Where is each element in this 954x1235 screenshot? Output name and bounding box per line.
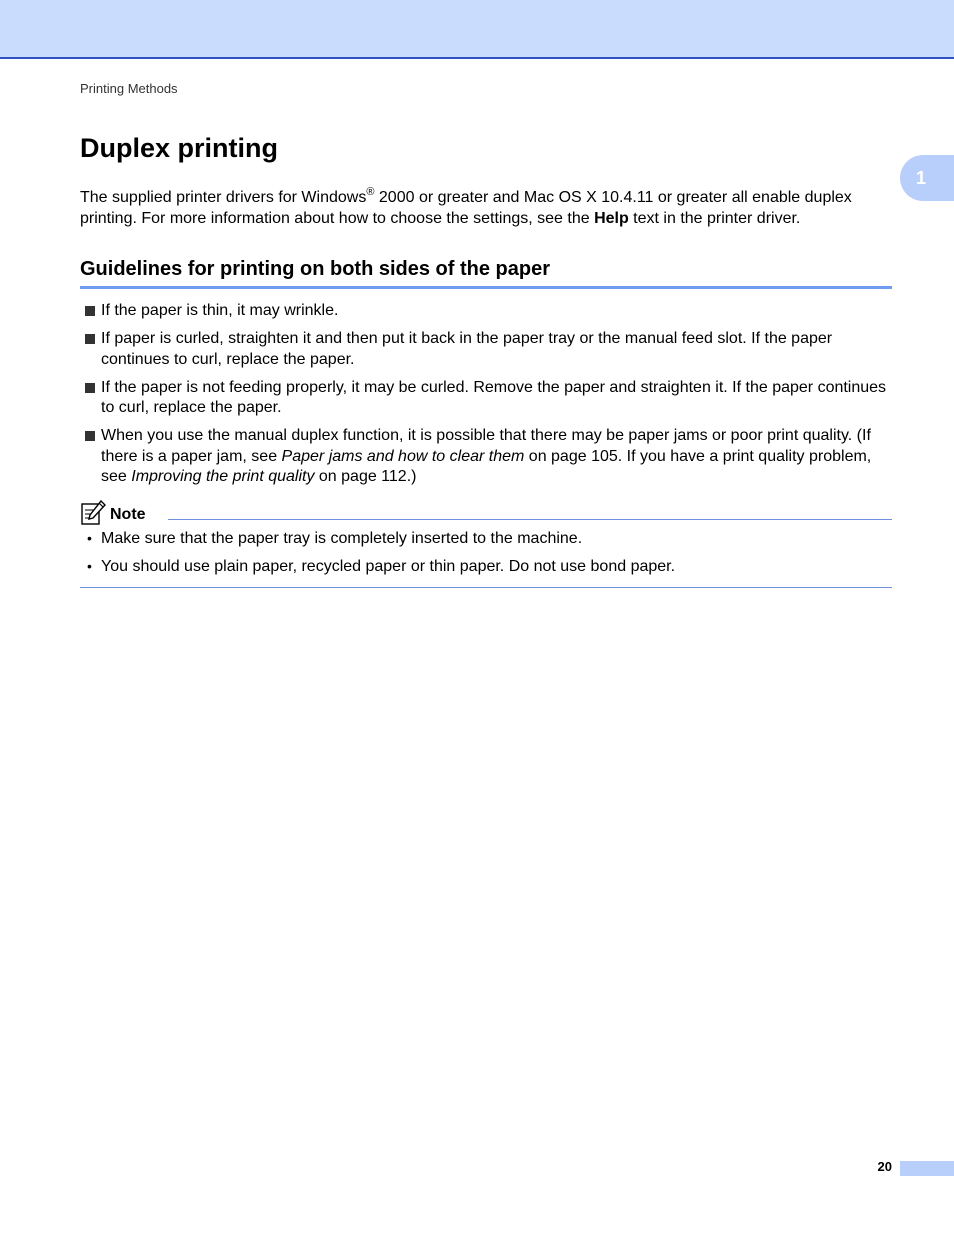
list-item (80, 426, 892, 488)
note-divider (168, 519, 892, 520)
chapter-number: 1 (916, 167, 927, 188)
link-paper-jams[interactable]: Paper jams and how to clear them (281, 447, 525, 465)
intro-paragraph (80, 187, 892, 229)
registered-mark: ® (366, 186, 375, 198)
note-text: Make sure that the paper tray is completely inserted to the machine. (101, 530, 583, 547)
bullet-text: If paper is curled, straighten it and then put it back in the paper tray or the manual feed slot. If the paper continues to curl, replace the paper. (101, 330, 833, 368)
note-list (80, 528, 892, 584)
breadcrumb: Printing Methods (80, 81, 178, 96)
list-item (80, 301, 892, 322)
bullet-dot-icon: • (87, 530, 92, 546)
list-item (80, 528, 892, 549)
intro-text-2: 2000 or greater and Mac OS X 10.4.11 or greater all enable duplex printing. For more information about how to choose the settings, see the (80, 189, 852, 227)
footer-band (900, 1161, 954, 1176)
square-bullet-icon (85, 431, 95, 441)
page-number: 20 (877, 1159, 892, 1174)
square-bullet-icon (85, 334, 95, 344)
square-bullet-icon (85, 306, 95, 316)
intro-text-1: The supplied printer drivers for Windows (80, 189, 367, 206)
note-label: Note (110, 506, 146, 523)
list-item (80, 378, 892, 419)
note-header (80, 500, 892, 528)
square-bullet-icon (85, 383, 95, 393)
note-text: You should use plain paper, recycled paper or thin paper. Do not use bond paper. (101, 558, 676, 575)
note-bottom-divider (80, 587, 892, 588)
bullet-dot-icon: • (87, 558, 92, 574)
chapter-tab (900, 155, 954, 201)
note-pencil-icon (80, 500, 106, 526)
list-item (80, 556, 892, 577)
bullet-text: If the paper is thin, it may wrinkle. (101, 302, 339, 319)
intro-text-3: text in the printer driver. (628, 210, 801, 227)
bullet-text: on page 112.) (314, 468, 417, 485)
page-title: Duplex printing (80, 133, 278, 163)
list-item (80, 329, 892, 370)
help-term: Help (594, 210, 629, 227)
guidelines-list (80, 301, 892, 495)
bullet-text: If the paper is not feeding properly, it may be curled. Remove the paper and straighten it. If the paper continues to curl, replace the paper. (101, 378, 887, 416)
section-heading: Guidelines for printing on both sides of the paper (80, 258, 892, 289)
bullet-text: on page 105. If you have a print quality problem, see (101, 447, 872, 485)
bullet-text: When you use the manual duplex function, it is possible that there may be paper jams or poor print quality. (If there is a paper jam, see (101, 427, 871, 465)
header-band (0, 0, 954, 59)
link-print-quality[interactable]: Improving the print quality (131, 468, 315, 485)
